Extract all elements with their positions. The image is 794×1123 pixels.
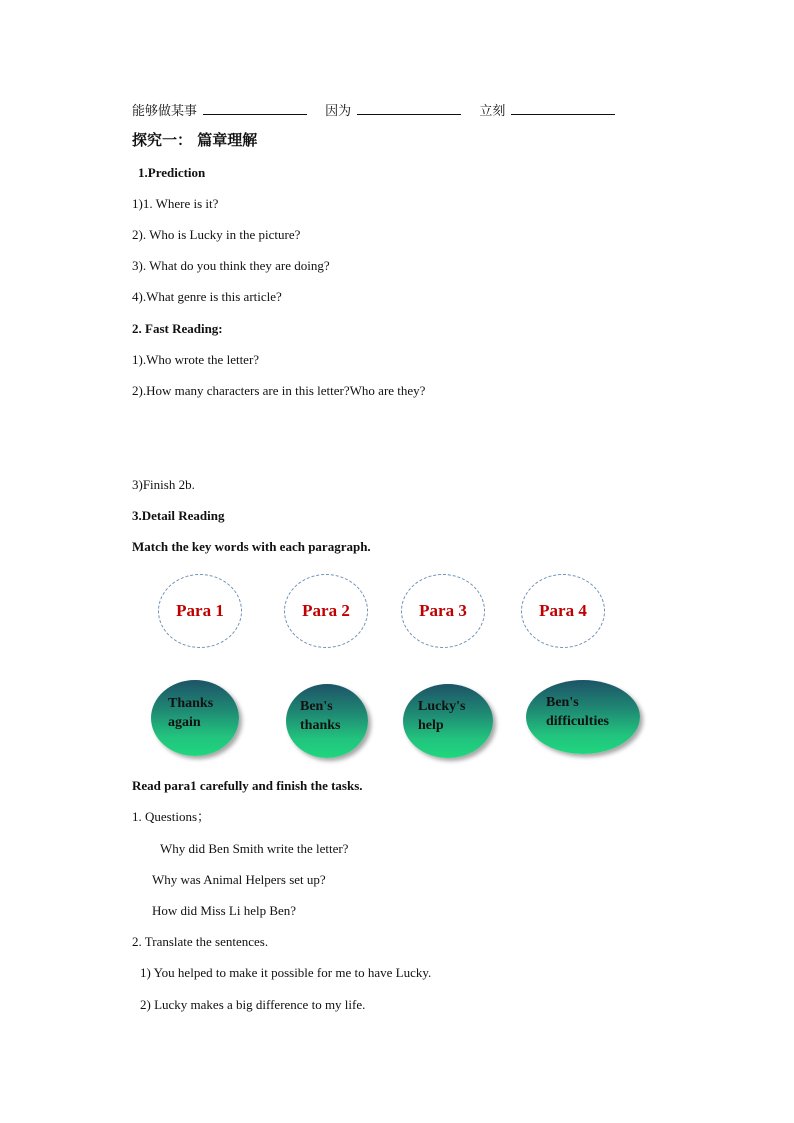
task-question-2: Why was Animal Helpers set up? <box>152 872 326 887</box>
para-label-4: Para 4 <box>539 601 587 620</box>
keyword-label-1: Thanks again <box>168 696 214 730</box>
para-circle-2[interactable] <box>284 574 368 648</box>
keyword-oval-2[interactable] <box>286 684 368 758</box>
fast-reading-q1: 1).Who wrote the letter? <box>132 352 260 367</box>
para-circle-1[interactable] <box>158 574 242 648</box>
task-question-1: Why did Ben Smith write the letter? <box>160 841 349 856</box>
explore-title: 探究一： 篇章理解 <box>132 131 258 149</box>
detail-reading-instruction: Match the key words with each paragraph. <box>132 539 371 554</box>
questions-label: 1. Questions； <box>132 809 211 824</box>
vocab-line <box>132 102 629 120</box>
vocab-blank-1[interactable] <box>203 102 307 115</box>
detail-reading-heading: 3.Detail Reading <box>132 508 225 523</box>
vocab-item-2: 因为 <box>325 104 352 119</box>
vocab-blank-2[interactable] <box>357 102 461 115</box>
vocab-item-3: 立刻 <box>479 104 506 119</box>
prediction-q1: 1)1. Where is it? <box>132 196 219 211</box>
para-circle-4[interactable] <box>521 574 605 648</box>
vocab-item-1: 能够做某事 <box>132 104 198 119</box>
translate-sentence-2: 2) Lucky makes a big difference to my life. <box>140 997 366 1012</box>
tasks-heading: Read para1 carefully and finish the tasks. <box>132 778 363 793</box>
keyword-label-3: Lucky's help <box>418 699 466 733</box>
keyword-oval-4[interactable] <box>526 680 640 754</box>
fast-reading-q3: 3)Finish 2b. <box>132 477 195 492</box>
prediction-heading: 1.Prediction <box>138 165 206 180</box>
keyword-label-2: Ben's thanks <box>300 699 341 733</box>
keyword-oval-1[interactable] <box>151 680 239 756</box>
fast-reading-q2: 2).How many characters are in this letter?Who are they? <box>132 383 426 398</box>
para-circle-3[interactable] <box>401 574 485 648</box>
task-question-3: How did Miss Li help Ben? <box>152 903 297 918</box>
keyword-oval-3[interactable] <box>403 684 493 758</box>
prediction-q2: 2). Who is Lucky in the picture? <box>132 227 301 242</box>
translate-label: 2. Translate the sentences. <box>132 934 269 949</box>
prediction-q3: 3). What do you think they are doing? <box>132 258 330 273</box>
para-label-2: Para 2 <box>302 601 350 620</box>
translate-sentence-1: 1) You helped to make it possible for me to have Lucky. <box>140 965 432 980</box>
para-label-3: Para 3 <box>419 601 467 620</box>
fast-reading-heading: 2. Fast Reading: <box>132 321 223 336</box>
vocab-blank-3[interactable] <box>511 102 615 115</box>
keyword-label-4: Ben's difficulties <box>546 695 609 729</box>
prediction-q4: 4).What genre is this article? <box>132 289 282 304</box>
para-label-1: Para 1 <box>176 601 224 620</box>
